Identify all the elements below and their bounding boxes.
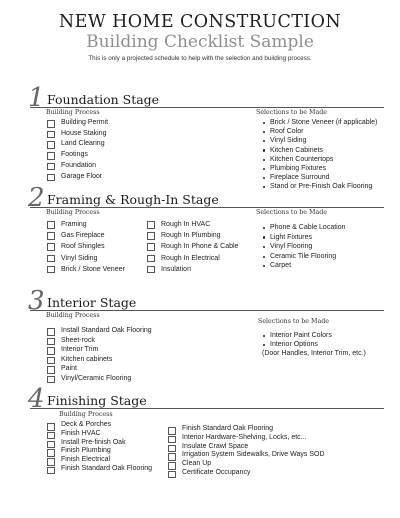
checkbox[interactable] <box>47 243 55 251</box>
selection-item <box>262 223 346 233</box>
item-label: Roof Color <box>270 128 304 136</box>
item-label: Interior Trim <box>61 346 99 354</box>
section-number-finishing: 4 <box>28 384 45 414</box>
section-title-interior: Interior Stage <box>47 295 137 310</box>
bullet-icon <box>263 335 265 337</box>
bullet-icon <box>263 236 265 238</box>
checkbox[interactable] <box>47 120 55 128</box>
item-label: Kitchen cabinets <box>61 355 113 363</box>
item-label: Interior Hardware-Shelving, Locks, etc... <box>182 433 307 441</box>
item-label: Rough In Electrical <box>161 254 220 262</box>
item-label: Deck & Porches <box>61 421 112 428</box>
checkbox[interactable] <box>147 221 155 229</box>
item-label: Finish HVAC <box>61 429 101 437</box>
checklist-item <box>47 139 108 150</box>
section-rule-interior <box>30 310 384 311</box>
process-list-framing-2 <box>147 219 238 275</box>
bullet-icon <box>263 159 265 161</box>
checklist-item <box>168 451 325 460</box>
section-rule-finishing <box>30 408 384 409</box>
item-label: Garage Floor <box>61 172 103 180</box>
item-label: Stand or Pre-Finish Oak Flooring <box>270 183 373 191</box>
checkbox[interactable] <box>47 255 55 263</box>
checkbox[interactable] <box>47 338 55 346</box>
checklist-item <box>147 264 238 275</box>
item-label: Finish Standard Oak Flooring <box>182 425 274 432</box>
item-label: Finish Standard Oak Flooring <box>61 464 153 472</box>
item-label: Install Standard Oak Flooring <box>61 327 152 334</box>
checklist-item <box>47 150 108 161</box>
item-label: Sheet-rock <box>61 336 95 344</box>
checklist-item <box>47 456 152 465</box>
checkbox[interactable] <box>47 467 55 475</box>
checklist-item <box>47 421 152 430</box>
checklist-item <box>168 460 325 469</box>
section-number-interior: 3 <box>28 286 45 316</box>
bullet-icon <box>263 122 265 124</box>
section-number-foundation: 1 <box>28 83 45 113</box>
checkbox[interactable] <box>147 243 155 251</box>
checklist-item <box>47 447 152 456</box>
selection-item <box>262 252 346 262</box>
checklist-item <box>47 336 152 346</box>
checkbox[interactable] <box>47 232 55 240</box>
item-label: Certificate Occupancy <box>182 468 251 476</box>
checkbox[interactable] <box>47 174 55 182</box>
checklist-item <box>47 355 152 365</box>
process-list-finishing-2 <box>168 425 325 478</box>
section-rule-framing <box>30 207 384 208</box>
item-label: House Staking <box>61 129 107 137</box>
process-list-framing-1 <box>47 219 125 275</box>
item-label: Gas Fireplace <box>61 232 105 240</box>
checklist-item <box>168 425 325 434</box>
selections-label-interior: Selections to be Made <box>258 318 329 325</box>
checkbox[interactable] <box>47 376 55 384</box>
bullet-icon <box>263 265 265 267</box>
bullet-icon <box>263 256 265 258</box>
checklist-item <box>47 241 125 252</box>
checklist-item <box>47 345 152 355</box>
item-label: Light Fixtures <box>270 233 313 241</box>
item-label: Fireplace Surround <box>270 174 330 182</box>
checkbox[interactable] <box>47 131 55 139</box>
item-label: Clean Up <box>182 460 212 468</box>
item-label: Rough In Plumbing <box>161 232 221 240</box>
page-note: This is only a projected schedule to help with the selection and building process. <box>88 55 312 62</box>
page-subtitle: Building Checklist Sample <box>86 32 314 52</box>
checklist-item <box>47 374 152 384</box>
checklist-item <box>47 465 152 474</box>
checklist-item <box>147 219 238 230</box>
checkbox[interactable] <box>47 141 55 149</box>
checklist-item <box>168 443 325 452</box>
item-label: Land Clearing <box>61 140 105 148</box>
selection-item <box>262 340 332 349</box>
process-label-framing: Building Process <box>46 209 100 216</box>
item-label: Rough In Phone & Cable <box>161 243 239 251</box>
checklist-item <box>47 230 125 241</box>
checkbox[interactable] <box>47 347 55 355</box>
checklist-item <box>168 434 325 443</box>
bullet-icon <box>263 131 265 133</box>
section-number-framing: 2 <box>28 183 45 213</box>
selection-item <box>262 118 377 127</box>
item-label: Carpet <box>270 262 292 270</box>
checklist-item <box>147 253 238 264</box>
selection-item <box>262 155 377 164</box>
item-label: Framing <box>61 221 87 228</box>
item-label: Insulation <box>161 265 191 273</box>
item-label: Foundation <box>61 161 97 169</box>
checklist-item <box>147 230 238 241</box>
item-label: Building Permit <box>61 119 109 126</box>
bullet-icon <box>263 344 265 346</box>
checkbox[interactable] <box>147 266 155 274</box>
checkbox[interactable] <box>168 471 176 479</box>
item-label: Kitchen Countertops <box>270 155 334 163</box>
item-label: Interior Paint Colors <box>270 332 332 339</box>
item-label: Vinyl Flooring <box>270 243 313 251</box>
selection-item <box>262 136 377 145</box>
bullet-icon <box>263 177 265 179</box>
selection-item <box>262 173 377 182</box>
bullet-icon <box>263 140 265 142</box>
selections-label-framing: Selections to be Made <box>256 209 327 216</box>
checkbox[interactable] <box>47 152 55 160</box>
bullet-icon <box>263 186 265 188</box>
item-label: Irrigation System Sidewalks, Drive Ways SOD <box>182 451 325 459</box>
checklist-item <box>47 129 108 140</box>
item-label: Finish Plumbing <box>61 447 111 455</box>
process-list-foundation <box>47 118 108 182</box>
checklist-item <box>47 172 108 183</box>
process-label-interior: Building Process <box>46 312 100 319</box>
item-label: Kitchen Cabinets <box>270 146 323 154</box>
selections-list-framing <box>262 223 346 271</box>
item-label: Interior Options <box>270 341 318 349</box>
process-label-finishing: Building Process <box>59 411 113 418</box>
checkbox[interactable] <box>47 328 55 336</box>
checklist-item <box>147 241 238 252</box>
checklist-item <box>47 161 108 172</box>
checkbox[interactable] <box>47 163 55 171</box>
item-label: Finish Electrical <box>61 456 111 464</box>
checkbox[interactable] <box>47 357 55 365</box>
process-list-interior <box>47 326 152 384</box>
item-label: Ceramic Tile Flooring <box>270 252 337 260</box>
item-label: Footings <box>61 151 88 159</box>
item-label: Roof Shingles <box>61 243 105 251</box>
selection-item <box>262 146 377 155</box>
section-rule-foundation <box>30 107 384 108</box>
bullet-icon <box>263 246 265 248</box>
selection-item <box>262 331 332 340</box>
selection-item <box>262 127 377 136</box>
item-label: Vinyl/Ceramic Flooring <box>61 374 132 382</box>
checkbox[interactable] <box>47 266 55 274</box>
section-title-foundation: Foundation Stage <box>47 92 160 107</box>
checklist-item <box>168 469 325 478</box>
section-title-finishing: Finishing Stage <box>47 393 147 408</box>
checklist-item <box>47 219 125 230</box>
item-label: Phone & Cable Location <box>270 224 346 231</box>
selections-list-interior <box>262 331 332 350</box>
checkbox[interactable] <box>147 232 155 240</box>
bullet-icon <box>263 227 265 229</box>
checklist-item <box>47 430 152 439</box>
process-label-foundation: Building Process <box>46 109 100 116</box>
item-label: Brick / Stone Veneer (if applicable) <box>270 119 378 126</box>
bullet-icon <box>263 149 265 151</box>
item-label: Plumbing Fixtures <box>270 165 327 173</box>
item-label: Install Pre-finish Oak <box>61 438 126 446</box>
checklist-item <box>47 364 152 374</box>
selection-item <box>262 182 377 191</box>
checklist-item <box>47 326 152 336</box>
page-title: NEW HOME CONSTRUCTION <box>58 12 342 32</box>
item-label: Rough In HVAC <box>161 221 211 228</box>
selection-item <box>262 261 346 271</box>
selections-list-foundation <box>262 118 377 192</box>
checkbox[interactable] <box>47 221 55 229</box>
section-title-framing: Framing & Rough-In Stage <box>47 192 219 207</box>
checklist-item <box>47 118 108 129</box>
checkbox[interactable] <box>47 366 55 374</box>
checkbox[interactable] <box>147 255 155 263</box>
selection-item <box>262 242 346 252</box>
selections-note-interior: (Door Handles, Interior Trim, etc.) <box>262 350 366 357</box>
checklist-item <box>47 439 152 448</box>
selections-label-foundation: Selections to be Made <box>256 109 327 116</box>
item-label: Brick / Stone Veneer <box>61 265 125 273</box>
bullet-icon <box>263 168 265 170</box>
item-label: Insulate Crawl Space <box>182 442 249 450</box>
process-list-finishing-1 <box>47 421 152 474</box>
checklist-item <box>47 264 125 275</box>
selection-item <box>262 164 377 173</box>
item-label: Paint <box>61 365 77 373</box>
checklist-item <box>47 253 125 264</box>
item-label: Vinyl Siding <box>270 137 307 145</box>
selection-item <box>262 233 346 243</box>
item-label: Vinyl Siding <box>61 254 98 262</box>
